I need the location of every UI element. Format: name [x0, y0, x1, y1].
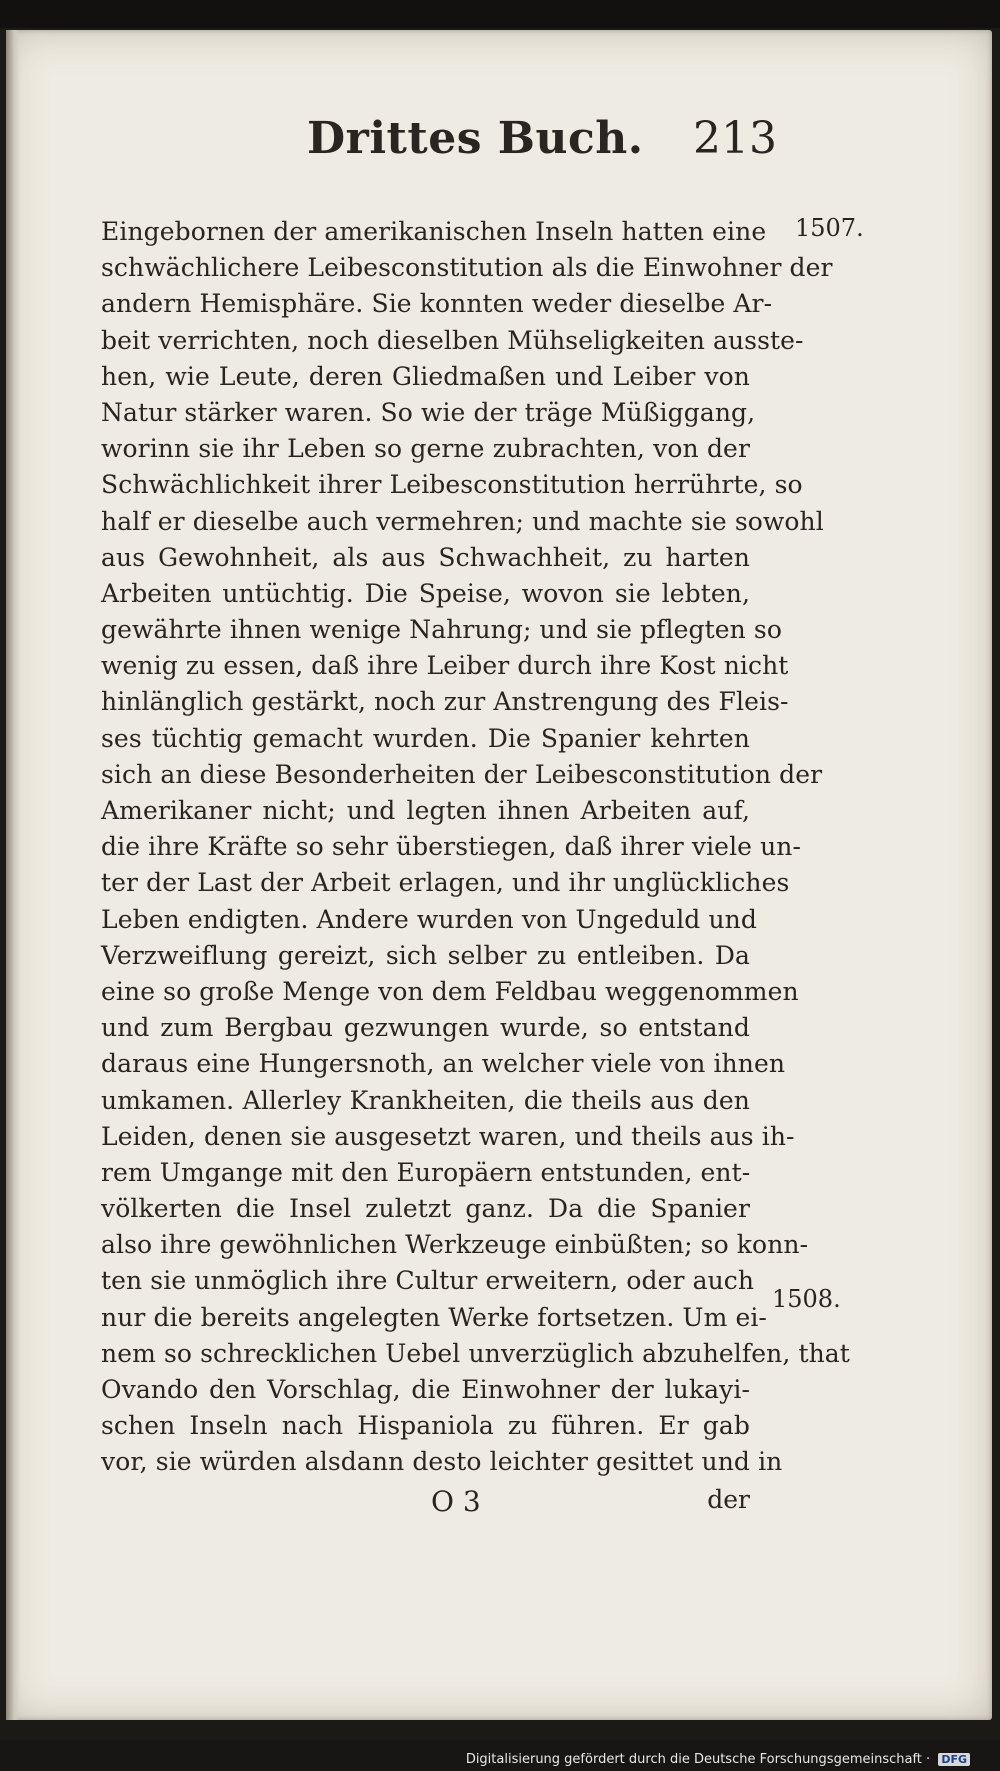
text-line: hinlänglich gestärkt, noch zur Anstrengung des Fleis-: [101, 687, 789, 717]
text-line: Arbeiten untüchtig. Die Speise, wovon sie lebten,: [101, 578, 750, 608]
text-line: schwächlichere Leibesconstitution als die Einwohner der: [101, 253, 833, 283]
text-line: Leiden, denen sie ausgesetzt waren, und theils aus ih-: [101, 1121, 795, 1151]
text-line: eine so große Menge von dem Feldbau weggenommen: [101, 976, 799, 1006]
catchword: der: [707, 1485, 750, 1514]
text-line: andern Hemisphäre. Sie konnten weder dieselbe Ar-: [101, 289, 773, 319]
text-line: hen, wie Leute, deren Gliedmaßen und Leiber von: [101, 361, 750, 391]
text-line: daraus eine Hungersnoth, an welcher viele von ihnen: [101, 1049, 786, 1079]
text-line: beit verrichten, noch dieselben Mühseligkeiten ausste-: [101, 325, 804, 355]
page-footer: [101, 1485, 750, 1521]
text-line: Ovando den Vorschlag, die Einwohner der lukayi-: [101, 1375, 750, 1404]
page-header: [307, 113, 777, 183]
margin-year-1508: 1508.: [772, 1285, 841, 1313]
signature-mark: O 3: [431, 1485, 481, 1518]
text-line: wenig zu essen, daß ihre Leiber durch ihre Kost nicht: [101, 651, 789, 681]
text-line: worinn sie ihr Leben so gerne zubrachten, von der: [101, 434, 750, 464]
text-line: nem so schrecklichen Uebel unverzüglich abzuhelfen, that: [101, 1338, 850, 1368]
text-line: ten sie unmöglich ihre Cultur erweitern, oder auch: [101, 1266, 755, 1296]
text-line: und zum Bergbau gezwungen wurde, so entstand: [101, 1013, 750, 1043]
margin-year-1507: 1507.: [795, 214, 864, 242]
text-line: völkerten die Insel zuletzt ganz. Da die Spanier: [101, 1194, 750, 1224]
credit-text: Digitalisierung gefördert durch die Deutsche Forschungsgemeinschaft ·: [465, 1752, 931, 1767]
dfg-logo-icon: DFG: [938, 1753, 970, 1766]
text-line: also ihre gewöhnlichen Werkzeuge einbüßten; so konn-: [101, 1230, 809, 1260]
text-line: ter der Last der Arbeit erlagen, und ihr unglückliches: [101, 868, 790, 898]
text-line: umkamen. Allerley Krankheiten, die theils aus den: [101, 1085, 750, 1115]
text-line: die ihre Kräfte so sehr überstiegen, daß ihrer viele un-: [101, 832, 802, 862]
text-line: Schwächlichkeit ihrer Leibesconstitution herrührte, so: [101, 470, 803, 500]
text-line: Leben endigten. Andere wurden von Ungeduld und: [101, 904, 757, 934]
text-line: rem Umgange mit den Europäern entstunden, ent-: [101, 1157, 751, 1187]
scan-top-border: [0, 0, 1000, 28]
text-line: half er dieselbe auch vermehren; und machte sie sowohl: [101, 506, 824, 536]
text-line: schen Inseln nach Hispaniola zu führen. Er gab: [101, 1411, 750, 1441]
text-line: ses tüchtig gemacht wurden. Die Spanier kehrten: [101, 723, 750, 753]
text-line: Verzweiflung gereizt, sich selber zu entleiben. Da: [101, 940, 750, 970]
text-line: aus Gewohnheit, als aus Schwachheit, zu harten: [101, 542, 750, 572]
text-line: sich an diese Besonderheiten der Leibesconstitution der: [101, 759, 823, 789]
text-line: nur die bereits angelegten Werke fortsetzen. Um ei-: [101, 1302, 767, 1332]
text-line: Amerikaner nicht; und legten ihnen Arbeiten auf,: [101, 796, 750, 825]
page-number: 213: [693, 113, 777, 164]
digitization-credit: [466, 1752, 970, 1767]
text-line: vor, sie würden alsdann desto leichter gesittet und in: [101, 1447, 783, 1477]
text-line: gewährte ihnen wenige Nahrung; und sie pflegten so: [101, 615, 782, 645]
text-line: Natur stärker waren. So wie der träge Müßiggang,: [101, 397, 756, 427]
text-line: Eingebornen der amerikanischen Inseln hatten eine: [101, 217, 767, 246]
page-gutter-shadow: [6, 30, 20, 1720]
running-head: Drittes Buch.: [307, 113, 644, 164]
